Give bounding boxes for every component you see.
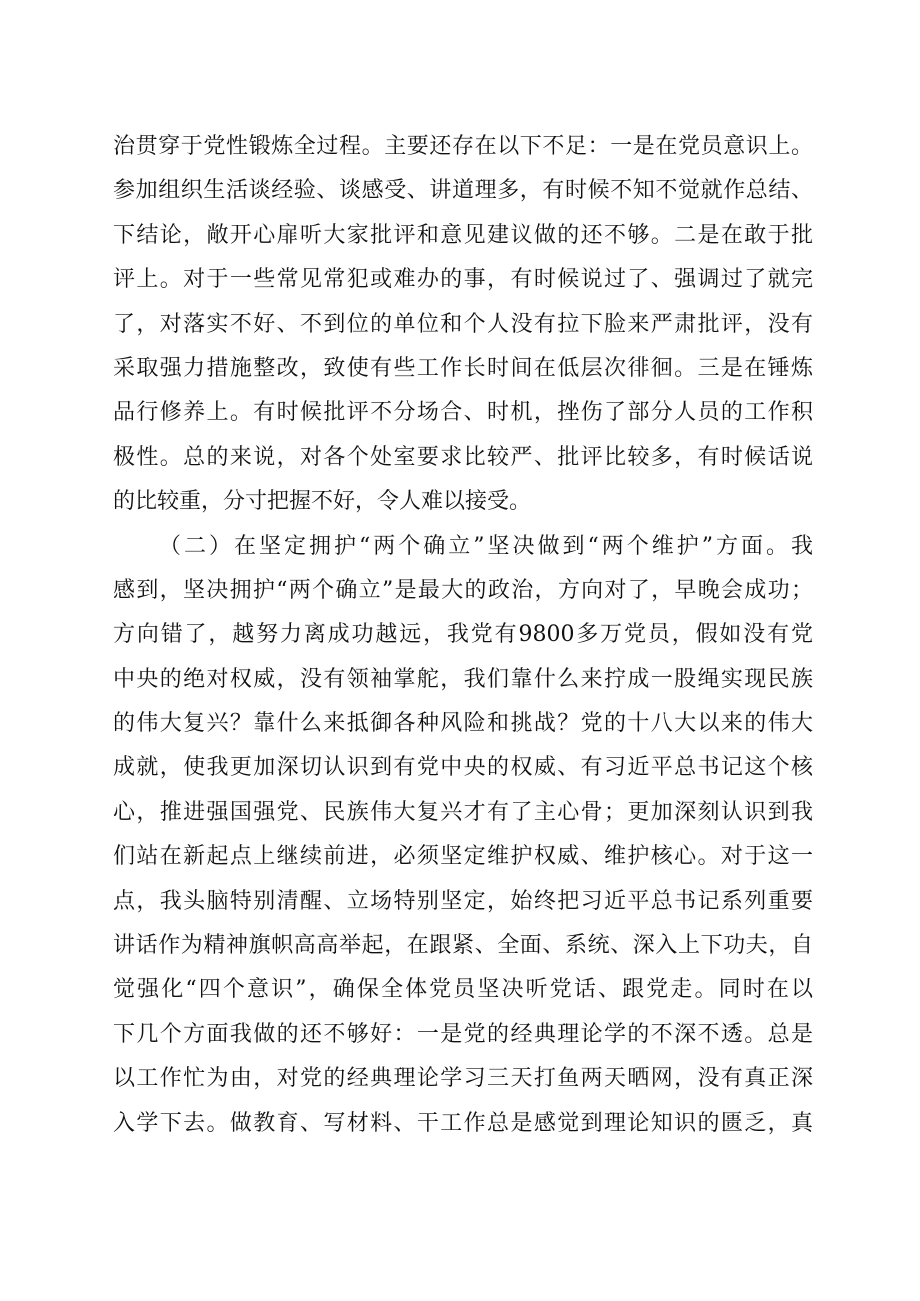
text-line: 了，对落实不好、不到位的单位和个人没有拉下脸来严肃批评，没有: [113, 311, 813, 337]
text-line: 心，推进强国强党、民族伟大复兴才有了主心骨；更加深刻认识到我: [113, 799, 813, 825]
text-line: 参加组织生活谈经验、谈感受、讲道理多，有时候不知不觉就作总结、: [113, 178, 813, 204]
text-line: 的比较重，分寸把握不好，令人难以接受。: [113, 489, 532, 515]
text-line: 们站在新起点上继续前进，必须坚定维护权威、维护核心。对于这一: [113, 844, 813, 870]
text-line: 的伟大复兴？靠什么来抵御各种风险和挑战？党的十八大以来的伟大: [113, 711, 813, 737]
text-line: 下几个方面我做的还不够好：一是党的经典理论学的不深不透。总是: [113, 1021, 813, 1047]
paragraph-2: [113, 525, 813, 1146]
text-line: 治贯穿于党性锻炼全过程。主要还存在以下不足：一是在党员意识上。: [113, 134, 813, 159]
text-line: 下结论，敞开心扉听大家批评和意见建议做的还不够。二是在敢于批: [113, 222, 813, 248]
text-line: 感到，坚决拥护“两个确立”是最大的政治，方向对了，早晚会成功；: [113, 577, 813, 603]
text-line: 成就，使我更加深切认识到有党中央的权威、有习近平总书记这个核: [113, 755, 813, 781]
text-line: 品行修养上。有时候批评不分场合、时机，挫伤了部分人员的工作积: [113, 400, 813, 426]
text-line: 极性。总的来说，对各个处室要求比较严、批评比较多，有时候话说: [113, 444, 813, 470]
body-text: [113, 125, 813, 1146]
text-line: 中央的绝对权威，没有领袖掌舵，我们靠什么来拧成一股绳实现民族: [113, 666, 813, 692]
text-line: 点，我头脑特别清醒、立场特别坚定，始终把习近平总书记系列重要: [113, 888, 813, 914]
text-line: 讲话作为精神旗帜高高举起，在跟紧、全面、系统、深入上下功夫，自: [113, 933, 813, 959]
text-line: 采取强力措施整改，致使有些工作长时间在低层次徘徊。三是在锤炼: [113, 355, 813, 381]
text-line: 方向错了，越努力离成功越远，我党有9800多万党员，假如没有党: [113, 622, 813, 648]
text-line: （二）在坚定拥护“两个确立”坚决做到“两个维护”方面。我: [159, 533, 813, 559]
text-line: 入学下去。做教育、写材料、干工作总是感觉到理论知识的匮乏，真: [113, 1110, 813, 1136]
text-line: 评上。对于一些常见常犯或难办的事，有时候说过了、强调过了就完: [113, 267, 813, 293]
text-line: 以工作忙为由，对党的经典理论学习三天打鱼两天晒网，没有真正深: [113, 1066, 813, 1092]
paragraph-1: [113, 125, 813, 525]
text-line: 觉强化“四个意识”，确保全体党员坚决听党话、跟党走。同时在以: [113, 977, 813, 1003]
